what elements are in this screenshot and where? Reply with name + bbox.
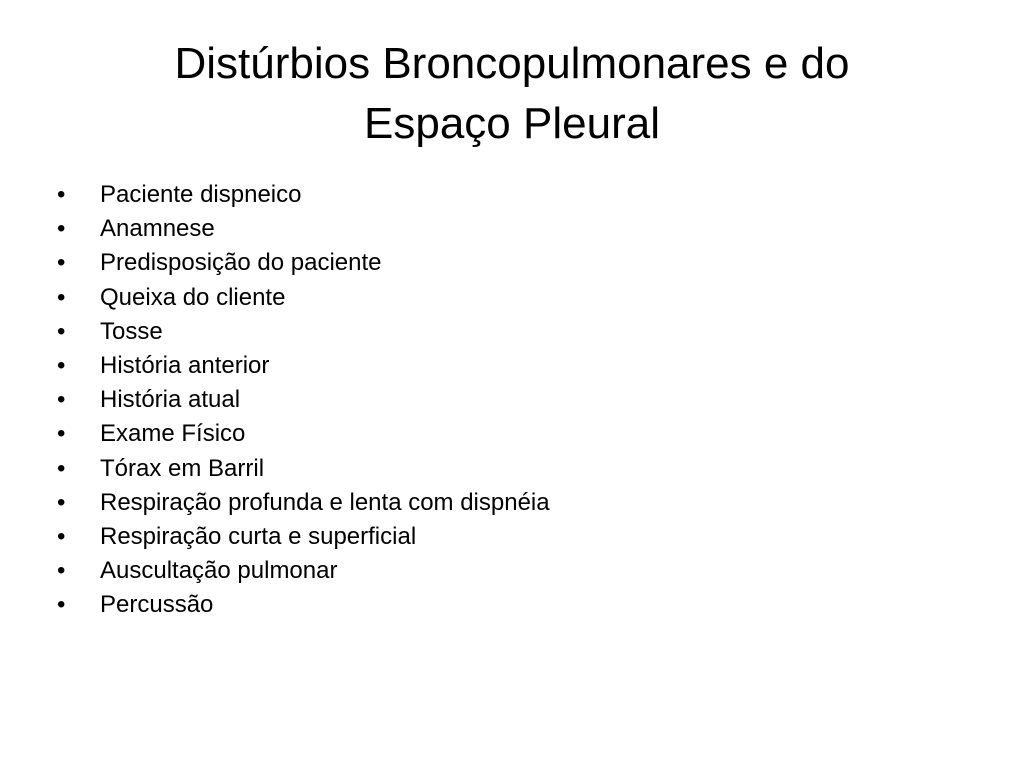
bullet-item-exame-fisico — [57, 417, 550, 451]
bullet-item-torax-em-barril — [57, 452, 550, 486]
bullet-item-predisposicao — [57, 246, 550, 280]
bullet-text: Paciente dispneico — [100, 181, 302, 208]
bullet-icon: • — [57, 283, 66, 311]
bullet-icon: • — [57, 352, 66, 380]
bullet-text: Percussão — [100, 591, 214, 619]
bullet-text: Anamnese — [100, 215, 215, 243]
bullet-item-queixa — [57, 281, 550, 315]
bullet-text: Auscultação pulmonar — [100, 557, 338, 585]
bullet-item-historia-atual — [57, 383, 550, 417]
bullet-list — [57, 178, 550, 623]
bullet-item-historia-anterior — [57, 349, 550, 383]
bullet-icon: • — [57, 181, 66, 208]
bullet-icon: • — [57, 317, 66, 345]
bullet-icon: • — [57, 454, 66, 482]
bullet-icon: • — [57, 591, 66, 619]
slide-title-line-2: Espaço Pleural — [364, 99, 660, 148]
bullet-icon: • — [57, 420, 66, 448]
bullet-item-percussao — [57, 588, 550, 622]
slide-title-line-1: Distúrbios Broncopulmonares e do — [174, 39, 850, 88]
bullet-icon: • — [57, 215, 66, 243]
bullet-item-respiracao-curta — [57, 520, 550, 554]
bullet-text: Exame Físico — [100, 420, 246, 448]
bullet-text: Tórax em Barril — [100, 454, 265, 482]
bullet-text: Tosse — [100, 317, 163, 345]
bullet-text: Respiração curta e superficial — [100, 523, 417, 551]
bullet-item-anamnese — [57, 212, 550, 246]
bullet-icon: • — [57, 523, 66, 551]
bullet-icon: • — [57, 249, 66, 277]
slide-title — [40, 34, 984, 154]
bullet-item-respiracao-profunda — [57, 486, 550, 520]
bullet-icon: • — [57, 386, 66, 414]
bullet-text: História anterior — [100, 352, 270, 380]
bullet-icon: • — [57, 557, 66, 585]
bullet-text: História atual — [100, 386, 241, 414]
bullet-item-tosse — [57, 315, 550, 349]
bullet-text: Queixa do cliente — [100, 283, 286, 311]
bullet-item-paciente-dispneico — [57, 178, 550, 212]
bullet-text: Predisposição do paciente — [100, 249, 382, 277]
bullet-icon: • — [57, 488, 66, 516]
bullet-item-auscultacao — [57, 554, 550, 588]
bullet-text: Respiração profunda e lenta com dispnéia — [100, 488, 550, 516]
